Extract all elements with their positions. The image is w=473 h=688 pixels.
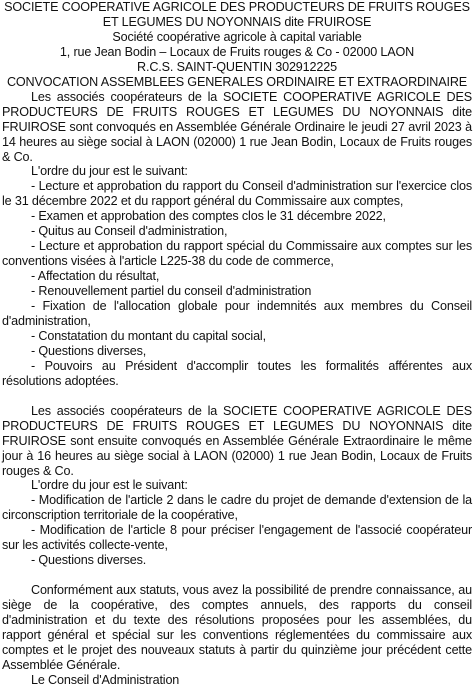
agenda-item: - Lecture et approbation du rapport spécial du Commissaire aux comptes sur les conventions visées à l'article L225-38 du code de commerce, [2, 239, 472, 269]
company-name-continued: ET LEGUMES DU NOYONNAIS dite FRUIROSE [102, 14, 372, 29]
agenda-item: - Questions diverses. [31, 553, 147, 568]
ordinary-agenda-title: L'ordre du jour est le suivant: [31, 164, 188, 179]
agenda-item: - Lecture et approbation du rapport du Conseil d'administration sur l'exercice clos le 31 décembre 2022 et du rapport général du Commissaire aux comptes, [2, 179, 472, 209]
section-spacer [2, 568, 472, 583]
company-address: 1, rue Jean Bodin – Locaux de Fruits rouges & Co - 02000 LAON [59, 44, 415, 59]
agenda-item: - Modification de l'article 8 pour préciser l'engagement de l'associé coopérateur sur les activités collecte-vente, [2, 523, 472, 553]
closing-paragraph: Conformément aux statuts, vous avez la possibilité de prendre connaissance, au siège de la coopérative, des comptes annuels, des rapports du conseil d'administration et du texte des résolutions proposées pour les assemblées, du rapport général et spécial sur les conventions réglementées du commissaire aux comptes et le projet des nouveaux statuts à partir du quinzième jour précédent cette Assemblée Générale. [2, 583, 472, 672]
extraordinary-assembly-section [2, 404, 472, 568]
agenda-item: - Constatation du montant du capital social, [31, 328, 266, 343]
agenda-item: - Renouvellement partiel du conseil d'administration [31, 284, 312, 299]
agenda-item: - Examen et approbation des comptes clos le 31 décembre 2022, [31, 209, 386, 224]
agenda-item: - Questions diverses, [31, 343, 147, 358]
company-name: SOCIETE COOPERATIVE AGRICOLE DES PRODUCTEURS DE FRUITS ROUGES [4, 0, 470, 14]
agenda-item: - Fixation de l'allocation globale pour indemnités aux membres du Conseil d'administration, [2, 299, 472, 329]
agenda-item: - Affectation du résultat, [31, 269, 160, 284]
company-registration: R.C.S. SAINT-QUENTIN 302912225 [137, 59, 337, 74]
ordinary-assembly-section [2, 90, 472, 389]
ordinary-intro: Les associés coopérateurs de la SOCIETE COOPERATIVE AGRICOLE DES PRODUCTEURS DE FRUITS ROUGES ET LEGUMES DU NOYONNAIS dite FRUIROSE sont convoqués en Assemblée Générale Ordinaire le jeudi 27 avril 2023 à 14 heures au siège social à LAON (02000) 1 rue Jean Bodin, Locaux de Fruits rouges & Co. [2, 89, 472, 164]
agenda-item: - Modification de l'article 2 dans le cadre du projet de demande d'extension de la circonscription territoriale de la coopérative, [2, 493, 472, 523]
closing-section [2, 583, 472, 688]
notice-header [2, 0, 472, 90]
company-legal-form: Société coopérative agricole à capital variable [112, 29, 362, 44]
section-spacer [2, 389, 472, 404]
extraordinary-intro: Les associés coopérateurs de la SOCIETE COOPERATIVE AGRICOLE DES PRODUCTEURS DE FRUITS ROUGES ET LEGUMES DU NOYONNAIS dite FRUIROSE sont ensuite convoqués en Assemblée Générale Extraordinaire le même jour à 16 heures au siège social à LAON (02000) 1 rue Jean Bodin, Locaux de Fruits rouges & Co. [2, 403, 472, 478]
agenda-item: - Pouvoirs au Président d'accomplir toutes les formalités afférentes aux résolutions adoptées. [2, 358, 472, 388]
signature: Le Conseil d'Administration [31, 672, 180, 687]
extraordinary-agenda-title: L'ordre du jour est le suivant: [31, 478, 188, 493]
notice-title: CONVOCATION ASSEMBLEES GENERALES ORDINAIRE ET EXTRAORDINAIRE [6, 74, 468, 89]
agenda-item: - Quitus au Conseil d'administration, [31, 224, 228, 239]
